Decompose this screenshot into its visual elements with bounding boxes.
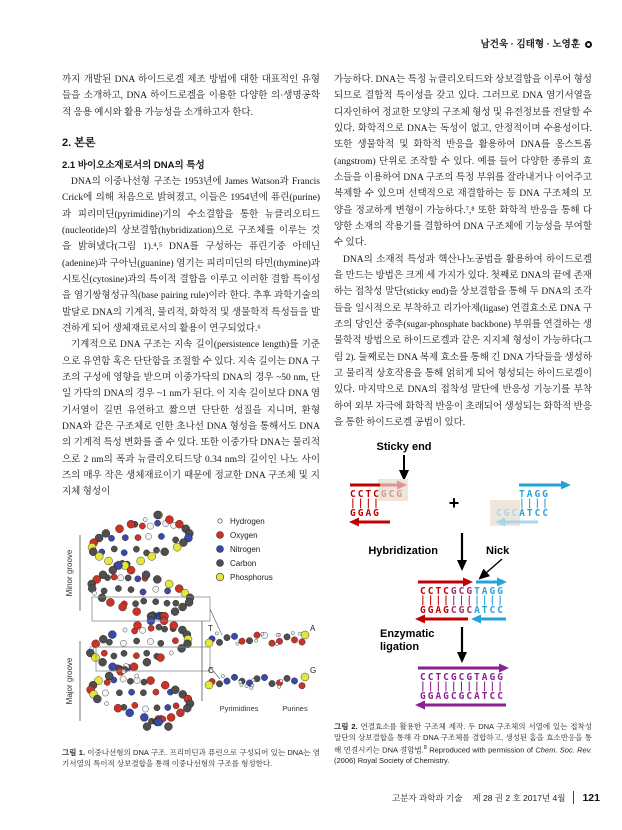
figure-2-caption-korean: 연결효소를 활용한 구조체 제작. 두 DNA 구조체의 서열에 있는 접착성 말단의 상보결합을 통해 각 DNA 구조체를 결합하고, 생성된 홈을 효소반응을 통해 연결시키는 DNA 결합법. <box>334 722 592 755</box>
ligation-label: ligation <box>380 641 420 654</box>
hybrid-bottom-seq-mid: CGC <box>450 605 475 617</box>
paragraph-dna-history: DNA의 이중나선형 구조는 1953년에 James Watson과 Francis Crick에 의해 처음으로 밝혀졌고, 이들은 1954년에 퓨린(purine)과 피리미딘(pyrimidine)기의 수소결합을 통한 뉴클리오티드(nucleotide)의 상보결합(hybridization)으로 구조체를 이루는 것을 밝혀냈다(그림 1).⁴,⁵ DNA를 구성하는 퓨린기중 아데닌(adenine)과 구아닌(guanine) 염기는 피리미딘의 타민(thymine)과 시토신(cytosine)과의 특이적 결합을 이루고 이러한 결합 특이성을 염기쌍형성규칙(base pairing rule)이라 한다. 추후 과학기술의 발달로 DNA의 기계적, 물리적, 화학적 및 생물학적 특성들을 발견하게 되어 생체재료로서의 활용이 연구되었다.⁶ <box>62 176 320 334</box>
frag2-top-seq: TAGG <box>519 489 550 501</box>
figure-2 <box>334 439 592 767</box>
ligated-pair-lines: ||||||||||| <box>420 681 505 693</box>
figure-1 <box>62 509 320 770</box>
svg-text:CGCATCC <box>496 508 550 519</box>
sticky-end-label: Sticky end <box>376 441 432 454</box>
figure-2-caption-tag: 그림 2. <box>334 722 358 732</box>
figure-2-caption-ref: 8 <box>423 744 427 751</box>
author-badge-icon <box>585 41 592 48</box>
base-label-a: A <box>310 623 316 633</box>
minor-groove-label: Minor groove <box>65 549 74 596</box>
frag1-bottom-seq: GGAG <box>350 508 381 520</box>
hybrid-top-seq-red: CCTC <box>420 586 451 598</box>
nick-label: Nick <box>486 545 510 558</box>
legend-label: Oxygen <box>230 530 258 540</box>
issue-info: 제 28 권 2 호 2017년 4월 <box>472 792 566 803</box>
atom-legend <box>216 517 273 582</box>
paragraph-dna-mechanical: 기계적으로 DNA 구조는 지속 길이(persistence length)를 기준으로 유연함 혹은 단단함을 조절할 수 있다. 지속 길이는 DNA 구조의 구성에 영향을 받으며 이중가닥의 DNA의 경우 ~50 nm, 단일 가닥의 DNA의 경우 ~1 nm가 된다. 이 지속 길이보다 DNA 염기서열이 길면 유연하고 짧으면 단단한 성질을 지니며, 환형 DNA와 같은 구조체로 인한 초나선 DNA 형성을 통해서도 DNA의 기계적 특성 변화를 줄 수 있다. 또한 이중가닥 DNA는 물리적으로 2 nm의 폭과 뉴클리오티드당 0.34 nm의 길이인 나노 사이즈의 매우 작은 생체재료이기 때문에 정교한 DNA 구조체 및 지지체 형성이 <box>62 340 320 498</box>
legend-label: Carbon <box>230 558 257 568</box>
nick-pointer-arrow <box>486 559 502 573</box>
subsection-heading: 2.1 바이오소재로서의 DNA의 특성 <box>62 159 205 171</box>
right-column <box>334 72 592 769</box>
purines-label: Purines <box>282 703 308 713</box>
hybrid-bottom-seq-red: GGAG <box>420 605 451 617</box>
enzymatic-label: Enzymatic <box>380 628 435 641</box>
oxygen-legend-icon <box>217 531 224 538</box>
phosphorus-legend-icon <box>216 573 224 581</box>
hybrid-bottom-seq-blue: ATCC <box>474 605 505 617</box>
ligation-scheme <box>334 439 590 711</box>
authors: 남건욱 · 김태형 · 노영훈 <box>480 39 580 50</box>
hybrid-top-seq-mid: GCG <box>450 586 475 598</box>
plus-sign: + <box>448 493 460 514</box>
hydrogen-legend-icon <box>218 518 222 522</box>
legend-label: Phosphorus <box>230 572 273 582</box>
paragraph-intro-continuation: 까지 개발된 DNA 하이드로겔 제조 방법에 대한 대표적인 유형들을 소개하고, DNA 하이드로겔을 이용한 다양한 의·생명공학적 응용 예시와 활용 가능성을 소개하고자 한다. <box>62 75 320 118</box>
hybrid-top-seq-blue: TAGG <box>474 586 505 598</box>
section-heading: 2. 본론 <box>62 136 96 149</box>
figure-1-caption-tag: 그림 1. <box>62 747 86 757</box>
figure-2-caption <box>334 721 592 767</box>
frag1-sticky-seq: GCG <box>380 489 405 501</box>
running-head <box>62 36 592 50</box>
hybrid-pairs-mid: ||| <box>450 595 475 607</box>
paragraph-hydrogel-methods: DNA의 소재적 특성과 핵산나노공법을 활용하여 하이드로겔을 만드는 방법은 크게 세 가지가 있다. 첫째로 DNA의 끝에 존재하는 접착성 말단(sticky end)을 상보결합을 통해 두 DNA의 조각들을 일시적으로 부착하고 리가아제(ligase) 연결효소로 DNA 구조의 당인산 중추(sugar-phosphate backbone) 부위를 연결하는 생물학적 방법으로 하이드로겔과 같은 지지체 형성이 가능하다(그림 2). 둘째로는 DNA 복제 효소를 통해 긴 DNA 가닥들을 생성하고 물리적 상호작용을 통해 얽히게 되어 형성되는 하이드로겔이 있다. 마지막으로 DNA의 접착성 말단에 반응성 기능기를 부착하여 외부 자극에 화학적 반응이 초래되어 생성되는 화학적 반응을 통한 하이드로겔 공법이 있다. <box>334 254 592 428</box>
major-groove-label: Major groove <box>65 657 74 704</box>
base-label-g: G <box>310 665 317 675</box>
frag2-pair-lines: |||| <box>519 498 550 510</box>
nitrogen-legend-icon <box>217 545 224 552</box>
figure-1-caption-text: 이중나선형의 DNA 구조. 프리미딘과 퓨린으로 구성되어 있는 DNA는 염기서열의 특이적 상보결합을 통해 이중나선형의 구조를 형성한다. <box>62 747 320 768</box>
hybrid-pairs-blue: |||| <box>474 595 505 607</box>
carbon-legend-icon <box>217 559 224 566</box>
figure-1-caption <box>62 747 320 770</box>
frag1-top-seq: CCTC <box>350 489 381 501</box>
page-footer <box>392 791 600 804</box>
hybrid-pairs-red: |||| <box>420 595 451 607</box>
hybridization-label: Hybridization <box>368 545 438 558</box>
figure-2-caption-eng2: (2006) Royal Society of Chemistry. <box>334 756 450 766</box>
legend-label: Nitrogen <box>230 544 261 554</box>
paragraph-dna-properties: 가능하다. DNA는 특정 뉴클리오티드와 상보결합을 이루어 형성되므로 결합적 특이성을 갖고 있다. 그러므로 DNA 염기서열을 디자인하여 정교한 모양의 구조체 형성 및 유전정보를 전달할 수 있다. 화학적으로 DNA는 독성이 없고, 안정적이며 수용성이다. 또한 생물학적 및 화학적 반응을 활용하여 DNA를 옹스트롬(angstrom) 단위로 조작할 수 있다. 예를 들어 다양한 종류의 효소들을 이용하여 DNA 구조의 특정 부위를 잘라내거나 이어주고 복제할 수 있으며 선택적으로 재결합하는 등 DNA 구조체의 모양을 정교하게 변형이 가능하다.⁷,⁸ 또한 화학적 반응을 통해 다양한 소재의 작용기를 결합하여 DNA 구조체에 기능성을 부여할 수 있다. <box>334 75 592 249</box>
dna-helix-figure <box>62 509 318 737</box>
journal-name: 고분자 과학과 기술 <box>392 792 463 803</box>
frag2-sticky-seq: CGC <box>496 508 520 520</box>
base-label-t: T <box>208 623 213 633</box>
base-label-c: C <box>208 665 214 675</box>
figure-2-caption-eng1: Reproduced with permission of <box>426 745 536 755</box>
ligated-top-seq: CCTCGCGTAGG <box>420 672 505 684</box>
pyrimidines-label: Pyrimidines <box>219 703 259 713</box>
figure-2-caption-journal: Chem. Soc. Rev. <box>535 745 592 755</box>
frag1-pair-lines: |||| <box>350 498 381 510</box>
page-number: 121 <box>582 791 600 804</box>
frag2-bottom-seq: ATCC <box>519 508 551 520</box>
left-column <box>62 72 320 769</box>
ligated-bottom-seq: GGAGCGCATCC <box>420 691 505 703</box>
footer-divider <box>573 791 574 804</box>
legend-label: Hydrogen <box>230 516 265 526</box>
svg-text:GGAGCGCATCC <box>420 605 505 616</box>
